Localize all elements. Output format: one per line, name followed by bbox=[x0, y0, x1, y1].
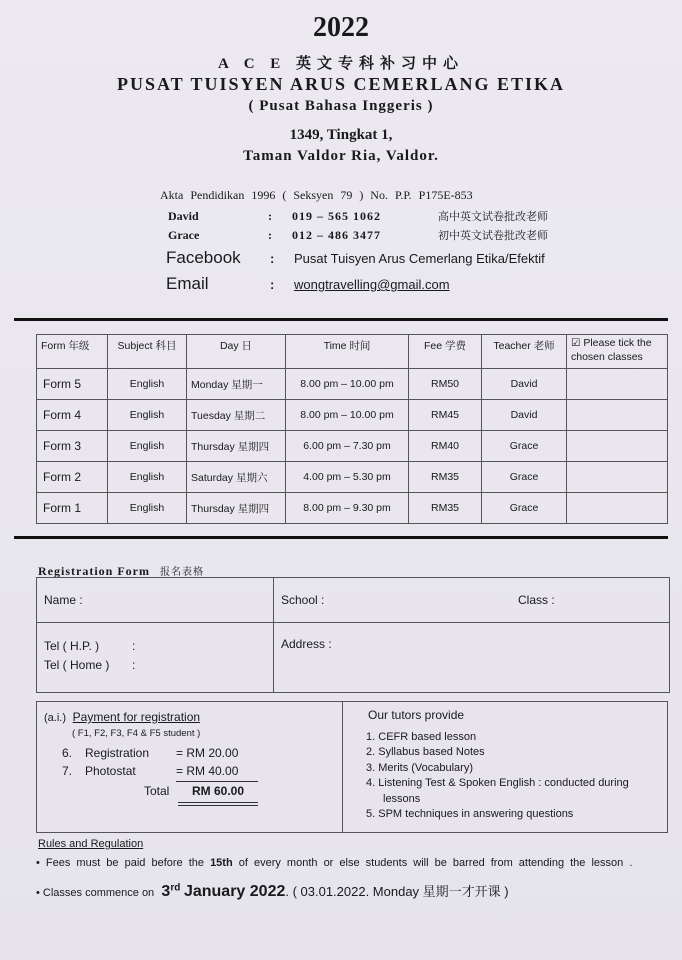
contact-grace: Grace : 012 – 486 3477 初中英文试卷批改老师 bbox=[168, 228, 548, 242]
divider bbox=[14, 318, 668, 321]
school-field[interactable]: School : bbox=[281, 593, 325, 607]
address-line-1: 1349, Tingkat 1, bbox=[289, 127, 393, 143]
table-row: Form 3 English Thursday 星期四 6.00 pm – 7.30 pm RM40 Grace bbox=[37, 431, 668, 462]
email-link[interactable]: wongtravelling@gmail.com bbox=[294, 277, 450, 292]
address-field[interactable]: Address : bbox=[281, 637, 332, 651]
table-row: Form 2 English Saturday 星期六 4.00 pm – 5.30 pm RM35 Grace bbox=[37, 462, 668, 493]
table-row: Form 1 English Thursday 星期四 8.00 pm – 9.30 pm RM35 Grace bbox=[37, 493, 668, 524]
rule-fees: • Fees must be paid before the 15th of every month or else students will be barred from attending the lesson . bbox=[36, 857, 633, 869]
schedule-table bbox=[36, 334, 668, 524]
ace-title: A C E 英文专科补习中心 bbox=[217, 56, 465, 72]
column-header: Time 时间 bbox=[286, 335, 409, 369]
tick-cell[interactable] bbox=[567, 369, 668, 400]
column-header: Form 年级 bbox=[37, 335, 108, 369]
table-row: Form 5 English Monday 星期一 8.00 pm – 10.00 pm RM50 David bbox=[37, 369, 668, 400]
contact-name: David bbox=[168, 209, 199, 223]
divider bbox=[14, 536, 668, 539]
column-header-tick: ☑ Please tick the chosen classes bbox=[567, 335, 668, 369]
tel-home-field[interactable]: Tel ( Home ) : bbox=[44, 658, 136, 672]
table-row: Form 4 English Tuesday 星期二 8.00 pm – 10.00 pm RM45 David bbox=[37, 400, 668, 431]
column-header: Teacher 老师 bbox=[482, 335, 567, 369]
list-item: 1. CEFR based lesson bbox=[366, 731, 477, 743]
address-line-2: Taman Valdor Ria, Valdor. bbox=[243, 148, 439, 164]
tick-cell[interactable] bbox=[567, 431, 668, 462]
list-item: 5. SPM techniques in answering questions bbox=[366, 808, 574, 821]
column-header: Subject 科目 bbox=[108, 335, 187, 369]
list-item: 2. Syllabus based Notes bbox=[366, 746, 485, 759]
email-line: Email : wongtravelling@gmail.com bbox=[166, 274, 450, 293]
column-header: Day 日 bbox=[187, 335, 286, 369]
centre-name: PUSAT TUISYEN ARUS CEMERLANG ETIKA bbox=[116, 74, 566, 94]
tel-hp-field[interactable]: Tel ( H.P. ) : bbox=[44, 639, 136, 653]
registration-form bbox=[36, 577, 670, 693]
contact-david: David : 019 – 565 1062 高中英文试卷批改老师 bbox=[168, 209, 548, 223]
payment-total-amount: RM 60.00 bbox=[192, 784, 245, 798]
tutors-title: Our tutors provide bbox=[368, 708, 465, 722]
rule-commence: • Classes commence on 3rd January 2022. ( 03.01.2022. Monday 星期一才开课 ) bbox=[36, 882, 509, 900]
email-label: Email bbox=[166, 274, 209, 293]
contact-phone: 019 – 565 1062 bbox=[292, 209, 381, 223]
column-header: Fee 学费 bbox=[409, 335, 482, 369]
centre-subtitle: ( Pusat Bahasa Inggeris ) bbox=[248, 98, 434, 114]
tick-cell[interactable] bbox=[567, 462, 668, 493]
registration-act: Akta Pendidikan 1996 ( Seksyen 79 ) No. P.P. P175E-853 bbox=[160, 188, 473, 202]
payment-total-label: Total bbox=[144, 784, 170, 798]
contact-note: 高中英文试卷批改老师 bbox=[438, 211, 548, 223]
list-item: 4. Listening Test & Spoken English : conducted during lessons bbox=[366, 777, 629, 805]
facebook-value: Pusat Tuisyen Arus Cemerlang Etika/Efektif bbox=[294, 251, 545, 266]
payment-item: 6. Registration = RM 20.00 bbox=[62, 746, 239, 760]
list-item: 3. Merits (Vocabulary) bbox=[366, 761, 474, 774]
facebook-label: Facebook bbox=[166, 248, 241, 267]
table-header-row bbox=[37, 335, 668, 369]
payment-title: (a.i.) Payment for registration bbox=[44, 710, 201, 724]
contact-note: 初中英文试卷批改老师 bbox=[438, 230, 548, 242]
tutors-list bbox=[366, 730, 662, 822]
registration-title: Registration Form 报名表格 bbox=[38, 564, 204, 578]
year-heading: 2022 bbox=[313, 12, 369, 43]
name-field[interactable]: Name : bbox=[44, 593, 83, 607]
contact-name: Grace bbox=[168, 228, 200, 242]
rules-title: Rules and Regulation bbox=[38, 838, 144, 850]
payment-forms: ( F1, F2, F3, F4 & F5 student ) bbox=[72, 728, 201, 739]
tick-cell[interactable] bbox=[567, 400, 668, 431]
contact-phone: 012 – 486 3477 bbox=[292, 228, 381, 242]
tick-cell[interactable] bbox=[567, 493, 668, 524]
class-field[interactable]: Class : bbox=[518, 593, 555, 607]
payment-item: 7. Photostat = RM 40.00 bbox=[62, 764, 239, 778]
facebook-line: Facebook : Pusat Tuisyen Arus Cemerlang Etika/Efektif bbox=[166, 248, 545, 267]
